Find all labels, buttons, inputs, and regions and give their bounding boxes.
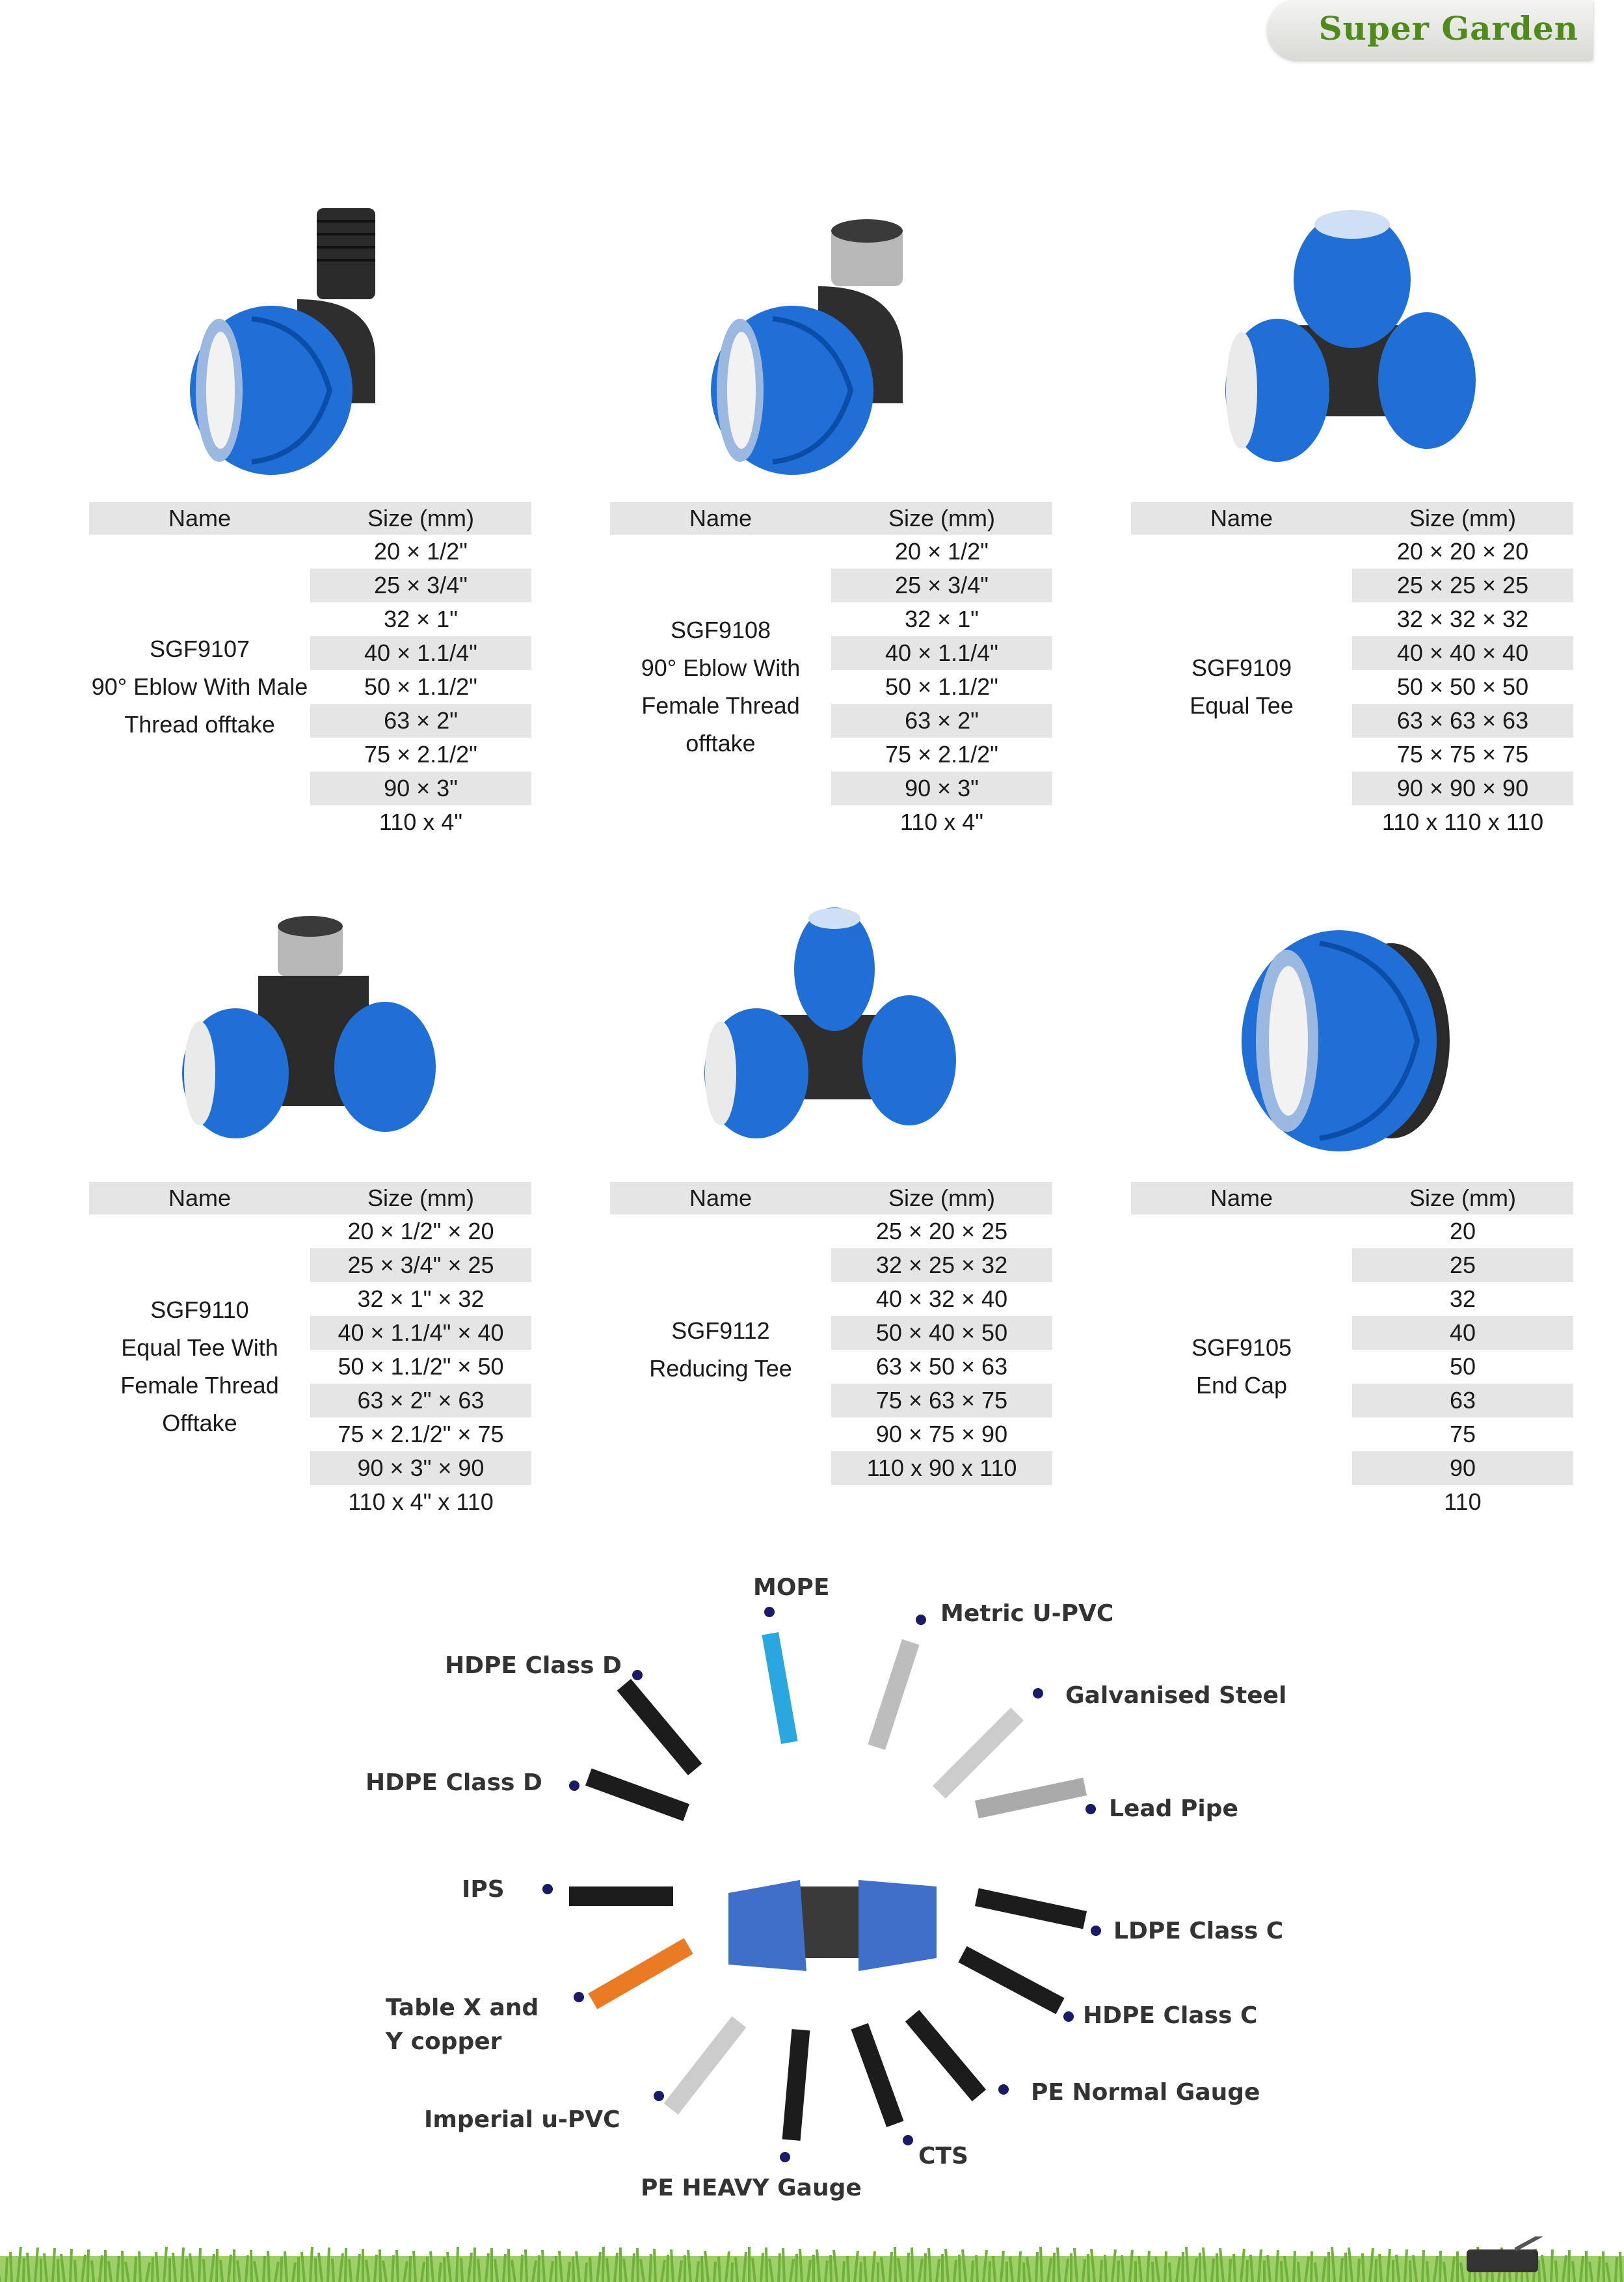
grass-blade (959, 2255, 960, 2282)
size-cell: 90 × 90 × 90 (1352, 772, 1573, 805)
label-pe-heavy-gauge: PE HEAVY Gauge (641, 2175, 862, 2201)
label-table-x-and: Table X and (386, 1994, 539, 2021)
grass-blade (1358, 2259, 1359, 2282)
grass-blade (654, 2249, 656, 2282)
label-metric-upvc: Metric U-PVC (940, 1600, 1114, 1627)
pe-normal-gauge-pipe (905, 2010, 986, 2102)
grass-blade (152, 2257, 153, 2282)
label-hdpe-class-d-upper: HDPE Class D (445, 1652, 622, 1679)
grass-blade (972, 2261, 973, 2282)
grass-blade (70, 2249, 72, 2282)
grass-blade (457, 2247, 458, 2282)
label-y-copper: Y copper (386, 2028, 502, 2055)
grass-blade (204, 2259, 205, 2282)
grass-blade (989, 2261, 990, 2282)
grass-blade (603, 2247, 604, 2282)
size-list (831, 1215, 1052, 1485)
grass-blade (139, 2251, 140, 2282)
grass-blade (6, 2257, 7, 2282)
size-cell: 40 × 1.1/4" (310, 636, 531, 670)
size-cell: 50 × 40 × 50 (831, 1316, 1052, 1350)
grass-blade (1036, 2252, 1037, 2282)
grass-blade (58, 2259, 59, 2282)
grass-blade (912, 2248, 913, 2282)
size-header: Size (mm) (367, 505, 474, 531)
grass-blade (1100, 2260, 1102, 2282)
name-header: Name (689, 505, 752, 531)
name-header: Name (1210, 1185, 1273, 1211)
size-cell: 90 × 3" (310, 772, 531, 805)
size-header: Size (mm) (888, 1185, 995, 1211)
size-cell: 63 × 2" (831, 704, 1052, 738)
grass-blade (637, 2248, 638, 2282)
grass-blade (1620, 2252, 1621, 2282)
size-cell: 75 × 2.1/2" × 75 (338, 1421, 504, 1447)
size-cell: 63 (1352, 1384, 1573, 1417)
size-header: Size (mm) (1409, 1185, 1516, 1211)
size-cell: 32 × 32 × 32 (1396, 606, 1529, 632)
size-list (310, 535, 531, 839)
size-list (1352, 535, 1573, 839)
product-name: SGF9109 Equal Tee (1190, 654, 1294, 719)
size-list (1352, 1215, 1573, 1519)
grass-blade (345, 2248, 346, 2282)
galvanised-steel-pipe (933, 1708, 1024, 1799)
grass-blade (1311, 2251, 1312, 2282)
name-header: Name (689, 1185, 752, 1211)
grass-blade (461, 2258, 462, 2282)
size-cell: 110 x 110 x 110 (1381, 809, 1544, 835)
size-list (831, 535, 1052, 839)
grass-blade (392, 2255, 393, 2282)
grass-blade (1440, 2251, 1441, 2282)
size-cell: 20 × 1/2" (374, 538, 468, 565)
pe-heavy-gauge-pipe (782, 2029, 810, 2141)
size-cell: 40 × 1.1/4" × 40 (310, 1316, 531, 1350)
size-cell: 40 × 32 × 40 (875, 1285, 1008, 1312)
grass-blade (1603, 2251, 1604, 2282)
grass-blade (1422, 2250, 1424, 2282)
spec-table (1131, 502, 1573, 839)
grass-blade (1616, 2257, 1617, 2282)
grass-blade (251, 2250, 252, 2282)
grass-blade (783, 2248, 784, 2282)
end-cap-photo (1222, 898, 1482, 1184)
imperial-upvc-pipe (664, 2016, 747, 2114)
brand-name: Super Garden (1318, 9, 1578, 47)
size-cell: 110 x 4" (379, 809, 463, 835)
grass-blade (474, 2248, 475, 2282)
cts-pipe (851, 2023, 903, 2127)
grass-blade (860, 2262, 861, 2282)
grass-blade (332, 2259, 334, 2282)
grass-blade (75, 2260, 76, 2282)
size-cell: 75 (1449, 1421, 1476, 1447)
grass-blade (444, 2257, 445, 2282)
size-cell: 25 (1352, 1248, 1573, 1282)
size-cell: 32 (1449, 1285, 1476, 1312)
grass-blade (1551, 2249, 1552, 2282)
size-cell: 25 × 25 × 25 (1352, 569, 1573, 602)
grass-blade (1152, 2262, 1153, 2282)
grass-blade (521, 2255, 522, 2282)
label-hdpe-class-d-lower: HDPE Class D (366, 1769, 542, 1796)
grass-footer (0, 2236, 1624, 2282)
grass-blade (1105, 2255, 1106, 2282)
grass-blade (135, 2257, 136, 2282)
spec-table (610, 502, 1052, 839)
grass-blade (1294, 2251, 1295, 2282)
female-thread-tee-photo (180, 898, 440, 1184)
metric-upvc-pipe (868, 1639, 919, 1750)
label-mope: MOPE (753, 1574, 830, 1601)
size-cell: 50 × 1.1/2" (364, 673, 477, 700)
size-cell: 90 (1352, 1451, 1573, 1485)
size-cell: 20 × 1/2" × 20 (347, 1218, 494, 1244)
grass-blade (714, 2262, 715, 2282)
size-cell: 50 × 1.1/2" (885, 673, 998, 700)
grass-blade (573, 2257, 574, 2282)
grass-blade (1281, 2261, 1282, 2282)
grass-blade (199, 2248, 200, 2282)
product-name: SGF9112 Reducing Tee (649, 1317, 792, 1382)
ips-pipe (569, 1886, 673, 1906)
grass-blade (796, 2254, 797, 2282)
size-cell: 110 (1444, 1488, 1482, 1515)
copper-pipe (588, 1938, 693, 2009)
size-cell: 110 x 90 x 110 (831, 1451, 1052, 1485)
size-cell: 20 × 1/2" (895, 538, 989, 565)
grass-blade (281, 2257, 282, 2282)
grass-blade (263, 2256, 265, 2282)
product-name: SGF9107 90° Eblow With Male Thread offtake (91, 636, 308, 738)
hdpe-class-d-pipe-lower (585, 1768, 689, 1821)
label-lead-pipe: Lead Pipe (1109, 1795, 1238, 1822)
size-cell: 20 (1449, 1218, 1476, 1244)
size-header: Size (mm) (888, 505, 995, 531)
equal-tee-photo (1222, 195, 1482, 481)
grass-blade (1234, 2254, 1235, 2282)
spec-table (610, 1182, 1052, 1485)
size-cell: 25 × 20 × 25 (875, 1218, 1008, 1244)
grass-blade (268, 2251, 269, 2282)
label-hdpe-class-c: HDPE Class C (1083, 2002, 1258, 2029)
grass-blade (1427, 2261, 1428, 2282)
label-imperial-upvc: Imperial u-PVC (424, 2106, 620, 2133)
coupler-icon (728, 1880, 937, 1971)
size-cell: 32 × 25 × 32 (831, 1248, 1052, 1282)
grass-blade (122, 2251, 123, 2282)
grass-blade (667, 2255, 668, 2282)
grass-blade (10, 2252, 12, 2282)
grass-blade (719, 2257, 720, 2282)
size-cell: 32 × 1" × 32 (357, 1285, 485, 1312)
size-cell: 75 × 63 × 75 (831, 1384, 1052, 1417)
size-cell: 63 × 2" (310, 704, 531, 738)
size-cell: 25 × 3/4" (310, 569, 531, 602)
male-thread-elbow-photo (180, 195, 440, 481)
reducing-tee-photo (701, 898, 961, 1184)
grass-blade (1363, 2253, 1364, 2282)
size-cell: 75 × 2.1/2" (364, 741, 477, 768)
grass-blade (1217, 2253, 1218, 2282)
label-ldpe-class-c: LDPE Class C (1113, 1918, 1284, 1944)
grass-blade (1165, 2251, 1166, 2282)
grass-blade (1410, 2261, 1411, 2282)
grass-blade (779, 2253, 780, 2282)
size-list (310, 1215, 531, 1519)
label-pe-normal-gauge: PE Normal Gauge (1031, 2079, 1260, 2106)
mope-pipe (762, 1632, 797, 1744)
size-cell: 50 × 1.1/2" × 50 (338, 1353, 504, 1380)
grass-blade (328, 2248, 329, 2282)
grass-blade (397, 2250, 398, 2282)
size-cell: 110 x 4" x 110 (348, 1488, 494, 1515)
grass-blade (1118, 2261, 1119, 2282)
grass-blade (1229, 2259, 1231, 2282)
grass-blade (976, 2255, 978, 2282)
size-cell: 75 × 75 × 75 (1396, 741, 1529, 768)
label-ips: IPS (462, 1876, 505, 1903)
spec-table (89, 502, 531, 839)
size-cell: 20 × 20 × 20 (1396, 538, 1529, 565)
grass-blade (907, 2253, 909, 2282)
size-cell: 63 × 2" × 63 (310, 1384, 531, 1417)
size-header: Size (mm) (1409, 505, 1516, 531)
hdpe-class-d-pipe-upper (617, 1679, 702, 1775)
name-header: Name (168, 505, 232, 531)
size-cell: 50 × 50 × 50 (1396, 673, 1529, 700)
grass-blade (650, 2254, 651, 2282)
product-name: SGF9108 90° Eblow With Female Thread offtake (641, 617, 801, 757)
hdpe-class-c-pipe (958, 1946, 1064, 2015)
grass-blade (315, 2258, 316, 2282)
size-cell: 25 × 3/4" (831, 569, 1052, 602)
lead-pipe (975, 1778, 1087, 1819)
grass-blade (847, 2256, 849, 2282)
size-cell: 40 (1352, 1316, 1573, 1350)
product-name: SGF9110 Equal Tee With Female Thread Offtake (120, 1296, 279, 1436)
grass-blade (1298, 2262, 1299, 2282)
grass-blade (1169, 2262, 1171, 2282)
size-header: Size (mm) (367, 1185, 474, 1211)
female-thread-elbow-photo (701, 195, 961, 481)
grass-blade (1041, 2247, 1042, 2282)
grass-blade (766, 2248, 767, 2282)
size-cell: 32 × 1" (384, 606, 458, 632)
size-cell: 40 × 1.1/4" (831, 636, 1052, 670)
spec-table (1131, 1182, 1573, 1519)
size-cell: 50 (1449, 1353, 1476, 1380)
spec-table (89, 1182, 531, 1519)
label-galvanised-steel: Galvanised Steel (1065, 1682, 1287, 1709)
size-cell: 25 × 3/4" × 25 (310, 1248, 531, 1282)
name-header: Name (1210, 505, 1273, 531)
name-header: Name (168, 1185, 232, 1211)
grass-blade (843, 2261, 844, 2282)
pipe-compatibility-diagram (0, 1555, 1624, 2218)
size-cell: 32 × 1" (905, 606, 979, 632)
grass-blade (526, 2249, 527, 2282)
size-cell: 90 × 75 × 90 (875, 1421, 1008, 1447)
label-cts: CTS (918, 2143, 968, 2169)
grass-blade (585, 2262, 587, 2282)
grass-blade (1556, 2261, 1557, 2282)
size-cell: 90 × 3" (831, 772, 1052, 805)
size-cell: 63 × 63 × 63 (1352, 704, 1573, 738)
size-cell: 90 × 3" × 90 (310, 1451, 531, 1485)
grass-blade (23, 2258, 24, 2282)
product-name: SGF9105 End Cap (1191, 1334, 1292, 1399)
size-cell: 63 × 50 × 63 (875, 1353, 1008, 1380)
grass-blade (1088, 2254, 1089, 2282)
size-cell: 110 x 4" (899, 809, 984, 835)
ldpe-class-c-pipe (975, 1888, 1087, 1929)
grass-blade (590, 2257, 591, 2282)
grass-blade (1182, 2252, 1183, 2282)
size-cell: 75 × 2.1/2" (885, 741, 998, 768)
size-cell: 40 × 40 × 40 (1352, 636, 1573, 670)
grass-blade (895, 2247, 896, 2282)
